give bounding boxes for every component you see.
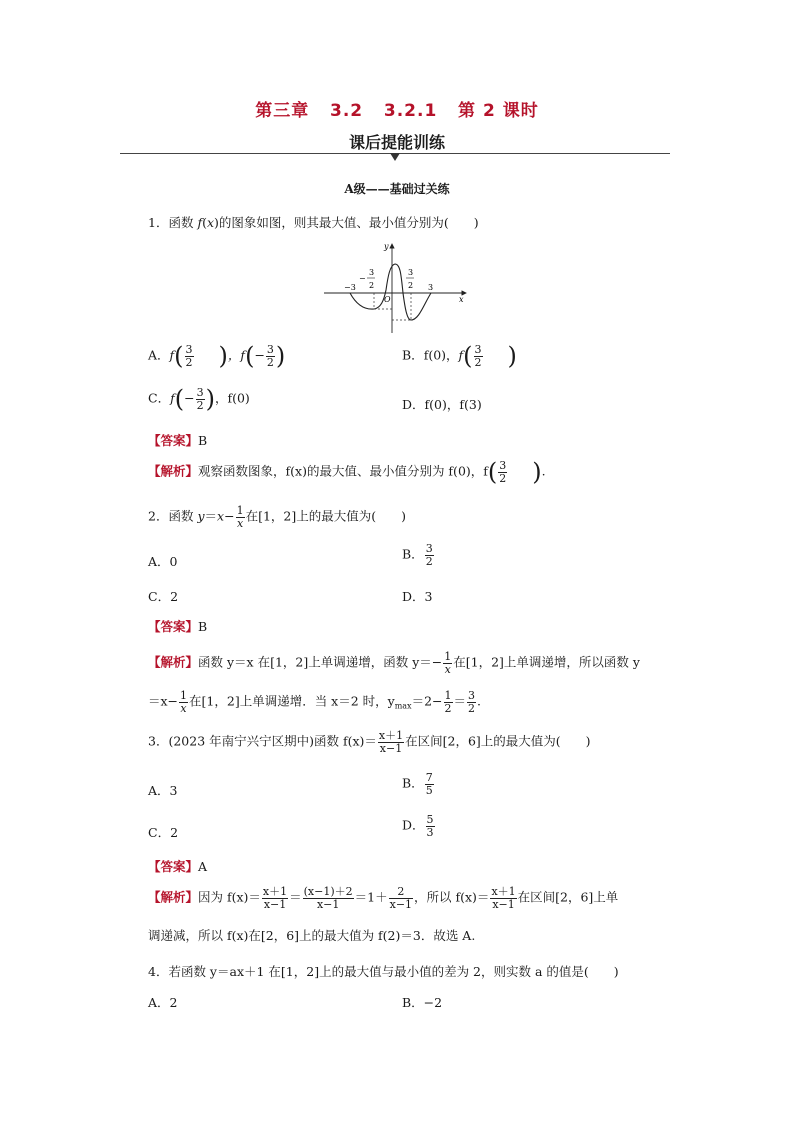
- tick-neg-frac-minus: −: [359, 274, 366, 283]
- chapter-title: 第三章 3.2 3.2.1 第 2 课时: [255, 101, 539, 121]
- y-axis-label: y: [384, 242, 389, 251]
- q2-analysis-line-2: ＝x− $\frac{1}{x}$ 在[1，2]上单调递增．当 x＝2 时，$y_{max}=2-$ $\frac{1}{2}$ ＝ $\frac{3}{2}$ .: [148, 689, 482, 715]
- q4-option-b[interactable]: B．−2: [402, 995, 443, 1010]
- q2-option-b[interactable]: B． $\frac{3}{2}$: [402, 542, 433, 568]
- q2-analysis-line-1: 【解析】函数 y＝x 在[1，2]上单调递增，函数 y＝− $\frac{1}{x}$ 在[1，2]上单调递增，所以函数 y: [148, 650, 640, 676]
- q1-option-d[interactable]: D．f(0)，f(3): [402, 397, 482, 412]
- q2-option-a[interactable]: A．0: [148, 554, 178, 569]
- q3-option-b[interactable]: B． $\frac{7}{5}$: [402, 771, 433, 797]
- tick-pos-frac-den: 2: [408, 281, 414, 290]
- level-heading: A级——基础过关练: [344, 182, 450, 196]
- q1-option-a[interactable]: A．f( $\frac{3}{2}$ )，f(− $\frac{3}{2}$ ): [148, 342, 286, 371]
- tick-pos-frac-num: 3: [408, 268, 414, 277]
- origin-label: O: [384, 295, 391, 304]
- question-2-stem: 2．函数 y＝x− $\frac{1}{x}$ 在[1，2]上的最大值为( ): [148, 504, 406, 530]
- tick-neg-frac-num: 3: [369, 268, 375, 277]
- q1-analysis: 【解析】观察函数图象，f(x)的最大值、最小值分别为 f(0)，f( $\frac{3}{2}$ ).: [148, 458, 546, 487]
- q3-option-c[interactable]: C．2: [148, 825, 179, 840]
- question-4-stem: 4．若函数 y＝ax＋1 在[1，2]上的最大值与最小值的差为 2，则实数 a 的值是( ): [148, 964, 619, 979]
- tick-3: 3: [428, 283, 434, 292]
- q3-analysis-line-1: 【解析】因为 f(x)＝ $\frac{x+1}{x-1}$ ＝ $\frac{(x-1)+2}{x-1}$ ＝1＋ $\frac{2}{x-1}$ ，所以 f(x)＝ $\frac{x+1}{x-1}$ 在区间[2，6]上单: [148, 885, 619, 911]
- q1-answer: 【答案】B: [148, 433, 208, 448]
- q3-option-d[interactable]: D． $\frac{5}{3}$: [402, 813, 434, 839]
- divider-triangle-icon: [390, 153, 400, 161]
- q1-option-c[interactable]: C．f(− $\frac{3}{2}$ )，f(0): [148, 385, 250, 414]
- function-graph: [320, 238, 470, 335]
- tick-neg-frac-den: 2: [369, 281, 375, 290]
- q1-option-b[interactable]: B．f(0)，f( $\frac{3}{2}$ ): [402, 342, 517, 371]
- q3-analysis-line-2: 调递减，所以 f(x)在[2，6]上的最大值为 f(2)＝3．故选 A.: [148, 928, 476, 943]
- q3-option-a[interactable]: A．3: [148, 783, 178, 798]
- question-3-stem: 3．(2023 年南宁兴宁区期中)函数 f(x)＝ $\frac{x+1}{x-1}$ 在区间[2，6]上的最大值为( ): [148, 729, 591, 755]
- q2-answer: 【答案】B: [148, 619, 208, 634]
- q2-option-d[interactable]: D．3: [402, 589, 433, 604]
- tick-neg3: −3: [344, 283, 356, 292]
- x-axis-label: x: [459, 295, 464, 304]
- q3-answer: 【答案】A: [148, 859, 208, 874]
- question-1-stem: 1．函数 f(x)的图象如图，则其最大值、最小值分别为( ): [148, 215, 479, 230]
- q4-option-a[interactable]: A．2: [148, 995, 178, 1010]
- section-subtitle: 课后提能训练: [348, 133, 445, 152]
- q2-option-c[interactable]: C．2: [148, 589, 179, 604]
- function-curve: [350, 264, 434, 320]
